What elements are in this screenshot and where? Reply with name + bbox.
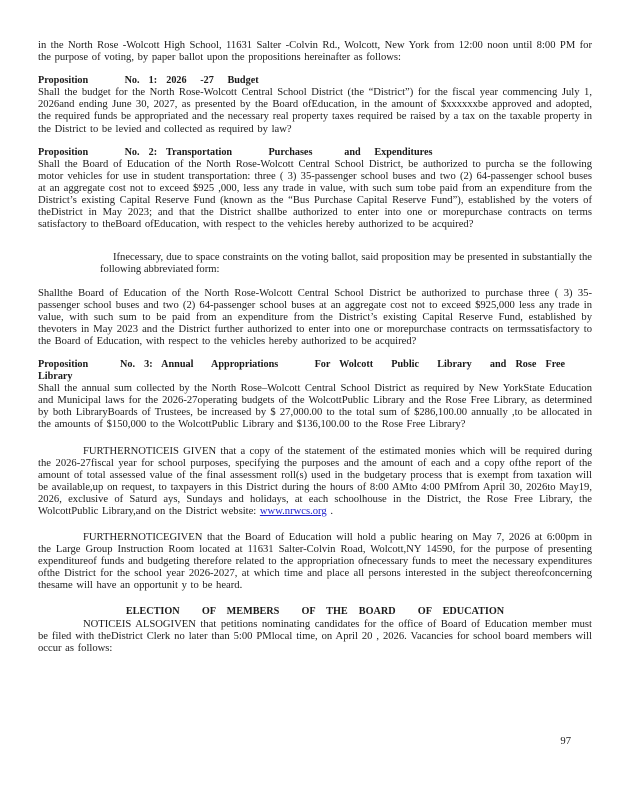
abbreviated-proposition: Shallthe Board of Education of the North Rose-Wolcott Central School District be authorized to purchase three ( 3) 35-passenger school buses and two (2) 64-passenger school buses at an aggregate cost not to exceed $925,000 less any trade in value, with such sum to be paid from an expenditure from the District’s existing Capital Reserve Fund, established by thevoters in May 2023 and the District further authorized to enter into one or morepurchase contracts on termssatisfactory to the Board of Education, with respect to the vehicles hereby authorized to be acquired?	[38, 287, 592, 347]
notice-nominating-petitions: NOTICEIS ALSOGIVEN that petitions nominating candidates for the office of Board of Education member must be filed with theDistrict Clerk no later than 5:00 PMlocal time, on April 20 , 2026. Vacancies for school board members will occur as follows:	[38, 618, 592, 654]
proposition-2-body: Shall the Board of Education of the North Rose-Wolcott Central School District, be authorized to purcha se the following motor vehicles for use in student transportation: three ( 3) 35-passenger school buses and two (2) 64-passenger school buses at an aggregate cost not to exceed $925 ,000, less any trade in value, with such sum tobe paid from an expenditure from the District’s existing Capital Reserve Fund (known as the “Bus Purchase Capital Reserve Fund”), established by the voters of theDistrict in May 2023; and that the District shallbe authorized to enter into one or morepurchase contracts on terms satisfactory to theBoard ofEducation, with respect to the vehicles hereby authorized to be acquired?	[38, 158, 592, 231]
proposition-1-body: Shall the budget for the North Rose-Wolcott Central School District (the “District”) for the fiscal year commencing July 1, 2026and ending June 30, 2027, as presented by the Board ofEducation, in the amount of $xxxxxxbe approved and adopted, the required funds be appropriated and the necessary real property taxes required be raised by a tax on the taxable property in the District to be levied and collected as required by law?	[38, 87, 592, 135]
election-section-heading: ELECTION OF MEMBERS OF THE BOARD OF EDUCATION	[125, 605, 505, 617]
proposition-2-heading: Proposition No. 2: Transportation Purchases and Expenditures	[38, 146, 433, 158]
page-number: 97	[560, 736, 571, 747]
district-website-link[interactable]: www.nrwcs.org	[259, 506, 327, 517]
proposition-1-heading: Proposition No. 1: 2026 -27 Budget	[38, 75, 259, 87]
notice-estimated-monies-tail: .	[326, 506, 333, 517]
notice-estimated-monies	[38, 446, 592, 519]
proposition-3-heading: Proposition No. 3: Annual Appropriations For Wolcott Public Library and Rose Free Library	[38, 358, 575, 383]
proposition-3-body: Shall the annual sum collected by the North Rose–Wolcott Central School District as required by New YorkState Education and Municipal laws for the 2026-27operating budgets of the WolcottPublic Library and the Rose Free Library, as determined by both LibraryBoards of Trustees, be increased by $ 27,000.00 to the total sum of $286,100.00 annually ,to be allocated in the amounts of $150,000 to the WolcottPublic Library and $136,100.00 to the Rose Free Library?	[38, 383, 592, 431]
abbreviation-note: Ifnecessary, due to space constraints on the voting ballot, said proposition may be presented in substantially the following abbreviated form:	[100, 252, 592, 276]
intro-paragraph: in the North Rose -Wolcott High School, 11631 Salter -Colvin Rd., Wolcott, New York from 12:00 noon until 8:00 PM for the purpose of voting, by paper ballot upon the propositions hereinafter as follows:	[38, 40, 592, 64]
notice-estimated-monies-text: FURTHERNOTICEIS GIVEN that a copy of the statement of the estimated monies which will be required during the 2026-27fiscal year for school purposes, specifying the purposes and the amount of each and a copy ofthe report of the amount of total assessed value of the final assessment roll(s) used in the budgetary process that is exempt from taxation will be available,up on request, to taxpayers in this District during the hours of 8:00 AMto 4:00 PMfrom April 30, 2026to May19, 2026, exclusive of Saturd ays, Sundays and holidays, at each schoolhouse in the District, the Rose Free Library, the WolcottPublic Library,and on the District website:	[38, 445, 592, 517]
notice-public-hearing: FURTHERNOTICEGIVEN that the Board of Education will hold a public hearing on May 7, 2026 at 6:00pm in the Large Group Instruction Room located at 11631 Salter-Colvin Road, Wolcott,NY 14590, for the purpose of presenting expenditureof funds and budgeting therefore related to the appropriation ofnecessary funds to meet the necessary expenditures ofthe District for the school year 2026-2027, at which time and place all persons interested in the subject thereofconcerning thesame will have an opportunit y to be heard.	[38, 532, 592, 592]
